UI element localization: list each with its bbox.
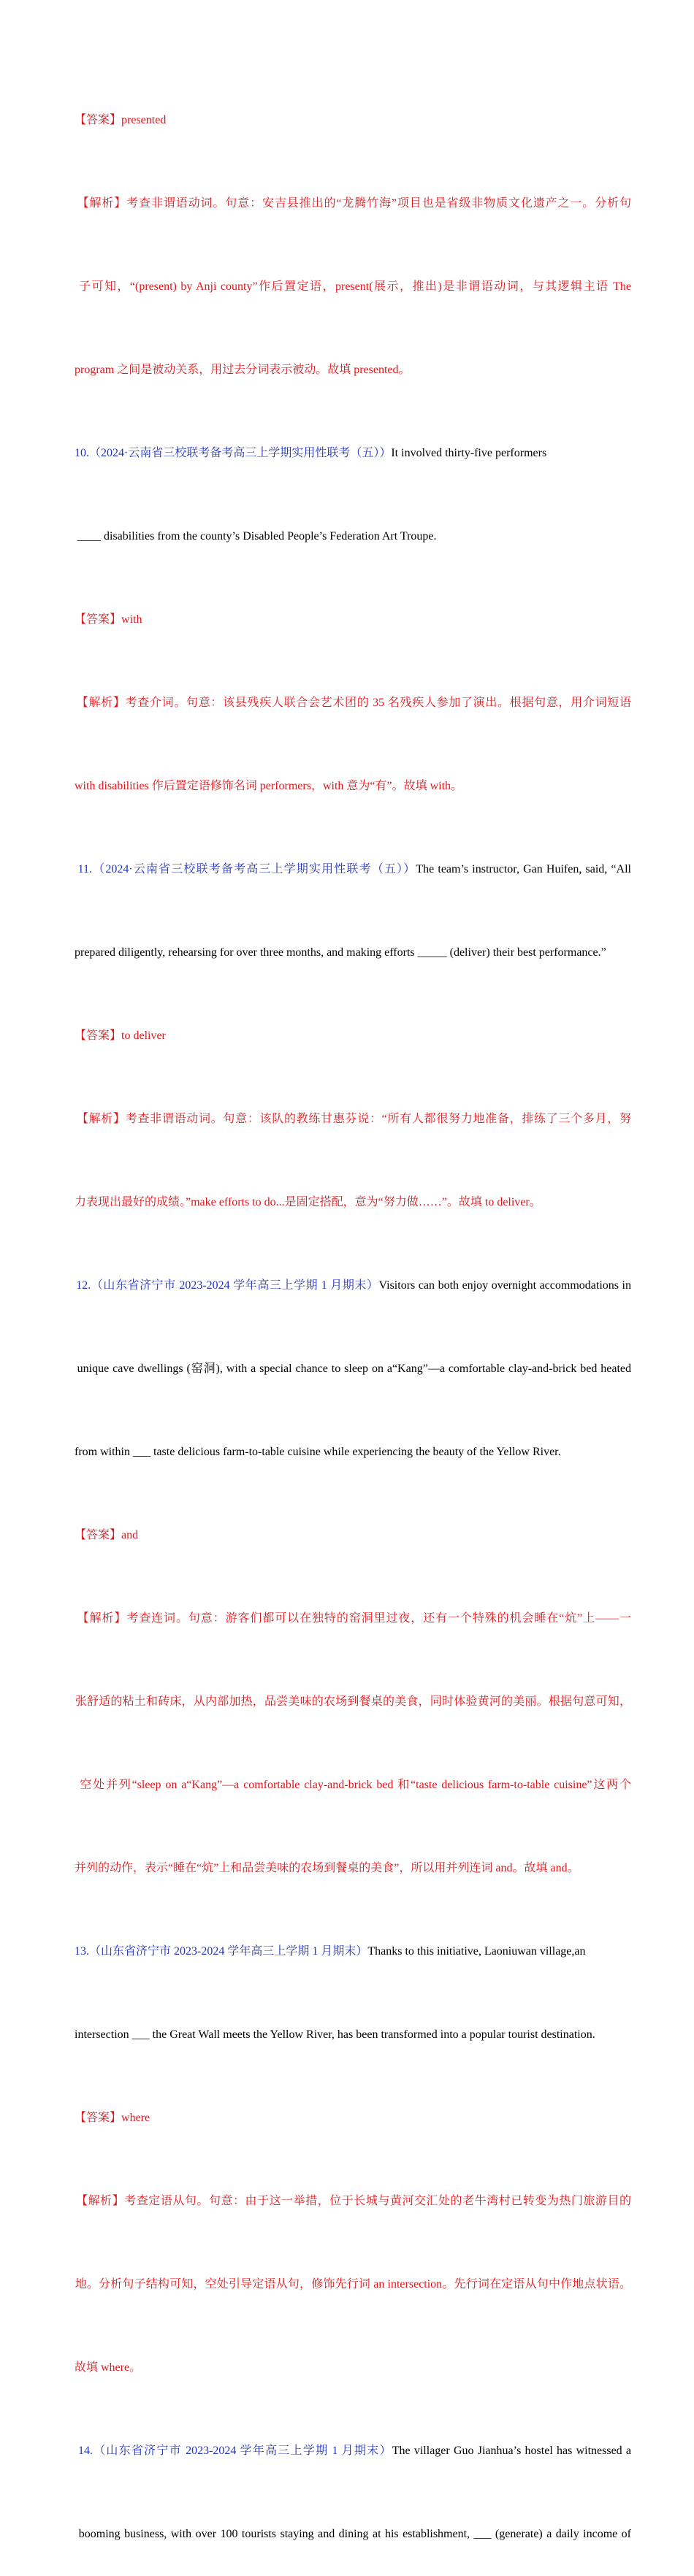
analysis-line [63,329,631,412]
question-source: （2024·云南省三校联考备考高三上学期实用性联考（五）） [89,447,392,459]
analysis-text: 张舒适的粘土和砖床，从内部加热，品尝美味的农场到餐桌的美食，同时体验黄河的美丽。根据句意可知， [75,1695,631,1708]
analysis-line [63,745,631,828]
question-text: booming business, with over 100 tourists staying and dining at his establishment, ___ (generate) a daily income of [78,2528,632,2540]
analysis-label: 【解析】 [76,697,126,709]
question-line [63,2493,631,2576]
analysis-text: 考查非谓语动词。句意：安吉县推出的“龙腾竹海”项目也是省级非物质文化遗产之一。分析句 [126,197,631,210]
answer-text: and [121,1529,139,1541]
analysis-line [63,1744,631,1827]
answer-line [63,79,631,162]
analysis-line [63,1078,631,1161]
question-text: The villager Guo Jianhua’s hostel has witnessed a [392,2445,632,2457]
question-text: Thanks to this initiative, Laoniuwan village,an [367,1945,586,1958]
answer-text: with [121,613,142,626]
question-text: prepared diligently, rehearsing for over three months, and making efforts _____ (deliver) their best performance.” [75,946,606,959]
question-line [63,1244,631,1327]
answer-text: where [121,2112,150,2124]
analysis-text: program 之间是被动关系，用过去分词表示被动。故填 presented。 [75,364,411,376]
answer-label: 【答案】 [75,2112,122,2124]
analysis-text: 考查连词。句意：游客们都可以在独特的窑洞里过夜，还有一个特殊的机会睡在“炕”上——一 [126,1612,631,1625]
analysis-line [63,2160,631,2243]
question-text: The team’s instructor, Gan Huifen, said, “All [416,863,631,875]
answer-text: to deliver [121,1030,166,1042]
question-number: 13. [75,1945,89,1958]
analysis-line [63,1827,631,1910]
question-text: intersection ___ the Great Wall meets the Yellow River, has been transformed into a popular tourist destination. [75,2028,595,2041]
question-line [63,412,631,495]
answer-label: 【答案】 [75,613,122,626]
question-line [63,2410,631,2493]
analysis-label: 【解析】 [77,197,127,210]
analysis-text: 故填 where。 [75,2361,142,2374]
analysis-line [63,2326,631,2410]
question-line [63,911,631,994]
question-number: 11. [77,863,93,875]
question-number: 10. [75,447,89,459]
answer-line [63,1494,631,1577]
analysis-label: 【解析】 [77,1612,127,1625]
question-source: （2024·云南省三校联考备考高三上学期实用性联考（五）） [92,863,416,875]
question-text: It involved thirty-five performers [391,447,547,459]
answer-line [63,578,631,662]
question-line [63,1993,631,2077]
analysis-line [63,1161,631,1244]
analysis-line [63,662,631,745]
analysis-label: 【解析】 [76,2195,125,2207]
answer-label: 【答案】 [75,1529,122,1541]
analysis-text: 考查介词。句意：该县残疾人联合会艺术团的 35 名残疾人参加了演出。根据句意，用介词短语 [125,697,631,709]
analysis-text: 空处并列“sleep on a“Kang”—a comfortable clay-and-brick bed 和“taste delicious farm-to-table cuisine”这两个 [80,1779,632,1791]
analysis-text: with disabilities 作后置定语修饰名词 performers，with 意为“有”。故填 with。 [75,780,463,792]
question-number: 14. [77,2445,93,2457]
analysis-line [63,2243,631,2326]
question-line [63,495,631,578]
question-text: unique cave dwellings (窑洞), with a special chance to sleep on a“Kang”—a comfortable clay-and-brick bed heated [77,1362,631,1375]
analysis-line [63,162,631,245]
question-text: Visitors can both enjoy overnight accommodations in [378,1279,631,1292]
question-line [63,828,631,911]
question-line [63,1411,631,1494]
analysis-line [63,1577,631,1660]
answer-line [63,994,631,1078]
answer-line [63,2077,631,2160]
question-source: （山东省济宁市 2023-2024 学年高三上学期 1 月期末） [89,1945,368,1958]
question-number: 12. [76,1279,91,1292]
analysis-text: 并列的动作，表示“睡在“炕”上和品尝美味的农场到餐桌的美食”，所以用并列连词 and。故填 and。 [75,1862,579,1874]
analysis-line [63,245,631,329]
answer-text: presented [121,114,167,126]
question-text: ____ disabilities from the county’s Disabled People’s Federation Art Troupe. [75,530,437,543]
analysis-label: 【解析】 [76,1113,126,1125]
answer-label: 【答案】 [75,114,122,126]
document-page [63,79,631,2576]
analysis-text: 考查定语从句。句意：由于这一举措，位于长城与黄河交汇处的老牛湾村已转变为热门旅游目的 [124,2195,631,2207]
question-source: （山东省济宁市 2023-2024 学年高三上学期 1 月期末） [92,2445,392,2457]
analysis-text: 考查非谓语动词。句意：该队的教练甘惠芬说：“所有人都很努力地准备，排练了三个多月，努 [125,1113,632,1125]
analysis-text: 子可知，“(present) by Anji county”作后置定语，present(展示，推出)是非谓语动词，与其逻辑主语 The [78,280,631,293]
question-source: （山东省济宁市 2023-2024 学年高三上学期 1 月期末） [91,1279,379,1292]
question-text: from within ___ taste delicious farm-to-table cuisine while experiencing the beauty of the Yellow River. [75,1446,561,1458]
question-line [63,1910,631,1993]
analysis-line [63,1660,631,1744]
analysis-text: 力表现出最好的成绩。”make efforts to do...是固定搭配，意为“努力做……”。故填 to deliver。 [75,1196,541,1208]
analysis-text: 地。分析句子结构可知，空处引导定语从句，修饰先行词 an intersection。先行词在定语从句中作地点状语。 [75,2278,631,2291]
answer-label: 【答案】 [75,1030,122,1042]
question-line [63,1327,631,1411]
